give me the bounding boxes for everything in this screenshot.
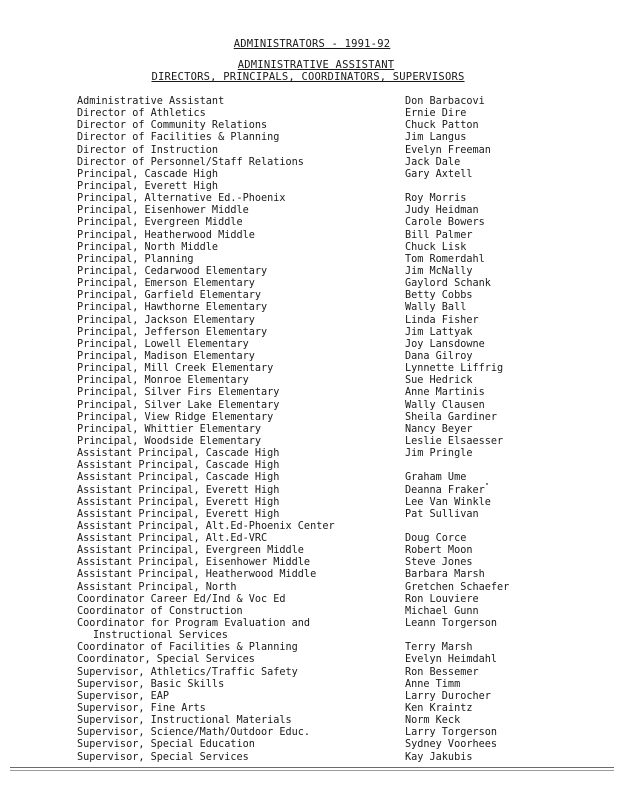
position-title xyxy=(77,290,261,302)
position-title xyxy=(77,606,243,618)
position-title-line: Supervisor, Special Services xyxy=(77,751,249,763)
administrator-name: Sheila Gardiner xyxy=(405,411,498,423)
list-row xyxy=(77,351,537,363)
administrator-name: Nancy Beyer xyxy=(405,423,473,435)
list-row xyxy=(77,315,537,327)
position-title xyxy=(77,582,236,594)
administrator-name: Kay Jakubis xyxy=(405,751,473,763)
administrator-name: Lee Van Winkle xyxy=(405,496,491,508)
position-title-line: Principal, Silver Firs Elementary xyxy=(77,387,280,399)
position-title-line: Assistant Principal, North xyxy=(77,581,237,593)
administrator-name: Wally Clausen xyxy=(405,399,485,411)
position-title xyxy=(77,217,243,229)
position-title-line: Supervisor, EAP xyxy=(77,690,170,702)
list-row xyxy=(77,230,537,242)
position-title-line: Principal, Alternative Ed.-Phoenix xyxy=(77,193,286,205)
administrator-name: Jack Dale xyxy=(405,156,461,168)
list-row xyxy=(77,667,537,679)
position-title xyxy=(77,400,279,412)
administrator-name: Dana Gilroy xyxy=(405,350,473,362)
position-title-line: Principal, Evergreen Middle xyxy=(77,217,243,229)
administrator-name: Chuck Patton xyxy=(405,120,479,132)
position-title-line: Principal, Everett High xyxy=(77,180,219,192)
position-title xyxy=(77,509,279,521)
section-heading: ADMINISTRATIVE ASSISTANT xyxy=(237,59,395,71)
list-row xyxy=(77,582,537,594)
position-title xyxy=(77,679,224,691)
subsection-heading: DIRECTORS, PRINCIPALS, COORDINATORS, SUPERVISORS xyxy=(151,71,465,83)
page-bottom-rule xyxy=(10,767,614,768)
administrator-name: Jim Langus xyxy=(405,132,467,144)
list-row xyxy=(77,145,537,157)
position-title xyxy=(77,472,279,484)
administrator-name: Wally Ball xyxy=(405,302,467,314)
position-title-line: Assistant Principal, Eisenhower Middle xyxy=(77,557,311,569)
position-title xyxy=(77,460,279,472)
position-title-line: Principal, Mill Creek Elementary xyxy=(77,363,274,375)
list-row xyxy=(77,290,537,302)
position-title xyxy=(77,618,310,642)
position-title xyxy=(77,545,304,557)
position-title xyxy=(77,157,304,169)
position-title xyxy=(77,96,224,108)
position-title xyxy=(77,302,267,314)
position-title xyxy=(77,230,255,242)
list-row xyxy=(77,120,537,132)
position-title xyxy=(77,752,249,764)
position-title xyxy=(77,363,273,375)
position-title-line: Principal, Heatherwood Middle xyxy=(77,229,255,241)
administrator-name: Joy Lansdowne xyxy=(405,338,485,350)
position-title-line: Assistant Principal, Everett High xyxy=(77,508,280,520)
position-title xyxy=(77,351,255,363)
position-title-line: Assistant Principal, Heatherwood Middle xyxy=(77,569,317,581)
page-bottom-rule-shadow xyxy=(10,770,614,771)
list-row xyxy=(77,181,537,193)
position-title xyxy=(77,375,249,387)
administrator-name: Jim Lattyak xyxy=(405,326,473,338)
list-row xyxy=(77,339,537,351)
administrator-name: Betty Cobbs xyxy=(405,290,473,302)
list-row xyxy=(77,242,537,254)
list-row xyxy=(77,169,537,181)
list-row xyxy=(77,618,537,642)
administrator-name: Anne Martinis xyxy=(405,387,485,399)
position-title-line: Supervisor, Fine Arts xyxy=(77,703,206,715)
position-title xyxy=(77,132,279,144)
administrator-name: Judy Heidman xyxy=(405,205,479,217)
position-title-line: Principal, Garfield Elementary xyxy=(77,290,262,302)
position-title xyxy=(77,569,316,581)
list-row xyxy=(77,327,537,339)
position-title-line: Assistant Principal, Alt.Ed-Phoenix Center xyxy=(77,520,335,532)
list-row xyxy=(77,278,537,290)
list-row xyxy=(77,217,537,229)
position-title xyxy=(77,642,298,654)
position-title-line: Assistant Principal, Evergreen Middle xyxy=(77,545,304,557)
list-row xyxy=(77,363,537,375)
administrator-name: Gaylord Schank xyxy=(405,278,491,290)
administrator-name: Bill Palmer xyxy=(405,229,473,241)
administrator-name: Ken Kraintz xyxy=(405,703,473,715)
position-title-line: Principal, Monroe Elementary xyxy=(77,375,249,387)
position-title xyxy=(77,533,267,545)
administrator-name: Leann Torgerson xyxy=(405,618,498,630)
list-row xyxy=(77,715,537,727)
position-title-line: Supervisor, Special Education xyxy=(77,739,255,751)
administrator-name: Deanna Fraker xyxy=(405,484,485,496)
position-title xyxy=(77,667,298,679)
list-row xyxy=(77,557,537,569)
position-title-line: Principal, View Ridge Elementary xyxy=(77,411,274,423)
administrator-name: Jim Pringle xyxy=(405,448,473,460)
position-title-continuation: Instructional Services xyxy=(93,630,228,642)
administrator-list xyxy=(77,96,537,764)
position-title-line: Coordinator, Special Services xyxy=(77,654,255,666)
list-row xyxy=(77,460,537,472)
list-row xyxy=(77,108,537,120)
position-title-line: Supervisor, Athletics/Traffic Safety xyxy=(77,666,298,678)
position-title xyxy=(77,521,335,533)
position-title-line: Assistant Principal, Cascade High xyxy=(77,460,280,472)
administrator-name: Gary Axtell xyxy=(405,168,473,180)
administrator-name: Chuck Lisk xyxy=(405,241,467,253)
list-row xyxy=(77,302,537,314)
administrator-name: Tom Romerdahl xyxy=(405,253,485,265)
list-row xyxy=(77,400,537,412)
position-title-line: Assistant Principal, Alt.Ed-VRC xyxy=(77,533,268,545)
list-row xyxy=(77,739,537,751)
scan-speck xyxy=(486,483,488,485)
position-title xyxy=(77,205,249,217)
list-row xyxy=(77,157,537,169)
position-title-line: Coordinator for Program Evaluation and xyxy=(77,618,311,630)
administrator-name: Don Barbacovi xyxy=(405,96,485,107)
administrator-name: Barbara Marsh xyxy=(405,569,485,581)
administrator-name: Evelyn Freeman xyxy=(405,144,491,156)
list-row xyxy=(77,387,537,399)
administrator-name: Graham Ume xyxy=(405,472,467,484)
position-title xyxy=(77,120,267,132)
administrator-name: Gretchen Schaefer xyxy=(405,581,510,593)
position-title xyxy=(77,654,255,666)
position-title-line: Assistant Principal, Cascade High xyxy=(77,448,280,460)
administrator-name: Pat Sullivan xyxy=(405,508,479,520)
list-row xyxy=(77,642,537,654)
position-title-line: Principal, Lowell Elementary xyxy=(77,338,249,350)
position-title-line: Director of Community Relations xyxy=(77,120,268,132)
list-row xyxy=(77,691,537,703)
administrator-name: Steve Jones xyxy=(405,557,473,569)
administrator-name: Robert Moon xyxy=(405,545,473,557)
list-row xyxy=(77,703,537,715)
position-title xyxy=(77,424,261,436)
list-row xyxy=(77,266,537,278)
position-title xyxy=(77,315,255,327)
position-title-line: Principal, Jackson Elementary xyxy=(77,314,255,326)
administrator-name: Evelyn Heimdahl xyxy=(405,654,498,666)
position-title-line: Principal, Cedarwood Elementary xyxy=(77,265,268,277)
position-title-line: Principal, Eisenhower Middle xyxy=(77,205,249,217)
list-row xyxy=(77,594,537,606)
list-row xyxy=(77,132,537,144)
list-row xyxy=(77,193,537,205)
position-title-line: Supervisor, Basic Skills xyxy=(77,678,225,690)
administrator-name: Terry Marsh xyxy=(405,642,473,654)
administrator-name: Doug Corce xyxy=(405,533,467,545)
administrator-name: Ernie Dire xyxy=(405,108,467,120)
position-title-line: Administrative Assistant xyxy=(77,96,225,107)
position-title-line: Assistant Principal, Everett High xyxy=(77,496,280,508)
list-row xyxy=(77,497,537,509)
position-title xyxy=(77,242,218,254)
position-title xyxy=(77,448,279,460)
position-title-line: Director of Personnel/Staff Relations xyxy=(77,156,304,168)
list-row xyxy=(77,472,537,484)
position-title-line: Coordinator of Construction xyxy=(77,605,243,617)
administrator-name: Anne Timm xyxy=(405,678,461,690)
position-title-line: Principal, Jefferson Elementary xyxy=(77,326,268,338)
position-title xyxy=(77,739,255,751)
position-title xyxy=(77,266,267,278)
position-title-line: Director of Athletics xyxy=(77,108,206,120)
administrator-name: Sue Hedrick xyxy=(405,375,473,387)
position-title-line: Principal, North Middle xyxy=(77,241,219,253)
position-title xyxy=(77,436,261,448)
position-title xyxy=(77,193,286,205)
administrator-name: Ron Louviere xyxy=(405,593,479,605)
list-row xyxy=(77,569,537,581)
administrator-name: Linda Fisher xyxy=(405,314,479,326)
document-title: ADMINISTRATORS - 1991-92 xyxy=(233,38,391,50)
list-row xyxy=(77,606,537,618)
position-title xyxy=(77,412,273,424)
position-title-line: Assistant Principal, Everett High xyxy=(77,484,280,496)
administrator-name: Larry Durocher xyxy=(405,690,491,702)
position-title xyxy=(77,339,249,351)
position-title-line: Principal, Madison Elementary xyxy=(77,350,255,362)
administrator-name: Carole Bowers xyxy=(405,217,485,229)
position-title-line: Director of Facilities & Planning xyxy=(77,132,280,144)
list-row xyxy=(77,545,537,557)
position-title-line: Principal, Hawthorne Elementary xyxy=(77,302,268,314)
position-title xyxy=(77,715,292,727)
position-title-line: Principal, Woodside Elementary xyxy=(77,435,262,447)
position-title xyxy=(77,691,169,703)
position-title xyxy=(77,327,267,339)
administrator-name: Norm Keck xyxy=(405,715,461,727)
list-row xyxy=(77,424,537,436)
administrator-name: Michael Gunn xyxy=(405,605,479,617)
administrator-name: Lynnette Liffrig xyxy=(405,363,504,375)
position-title xyxy=(77,278,255,290)
position-title xyxy=(77,181,218,193)
position-title-line: Supervisor, Instructional Materials xyxy=(77,715,292,727)
list-row xyxy=(77,436,537,448)
position-title-line: Principal, Cascade High xyxy=(77,168,219,180)
list-row xyxy=(77,509,537,521)
list-row xyxy=(77,533,537,545)
position-title xyxy=(77,145,218,157)
list-row xyxy=(77,654,537,666)
list-row xyxy=(77,448,537,460)
administrator-name: Leslie Elsaesser xyxy=(405,435,504,447)
position-title-line: Principal, Whittier Elementary xyxy=(77,423,262,435)
position-title xyxy=(77,727,310,739)
position-title xyxy=(77,387,279,399)
list-row xyxy=(77,521,537,533)
administrator-name: Sydney Voorhees xyxy=(405,739,498,751)
position-title xyxy=(77,169,218,181)
position-title-line: Coordinator Career Ed/Ind & Voc Ed xyxy=(77,593,286,605)
list-row xyxy=(77,752,537,764)
position-title-line: Coordinator of Facilities & Planning xyxy=(77,642,298,654)
position-title-line: Principal, Silver Lake Elementary xyxy=(77,399,280,411)
position-title xyxy=(77,108,206,120)
position-title-line: Principal, Planning xyxy=(77,253,194,265)
list-row xyxy=(77,96,537,108)
list-row xyxy=(77,205,537,217)
position-title xyxy=(77,485,279,497)
list-row xyxy=(77,679,537,691)
position-title xyxy=(77,557,310,569)
position-title xyxy=(77,254,194,266)
administrator-name: Larry Torgerson xyxy=(405,727,498,739)
position-title xyxy=(77,497,279,509)
administrator-name: Ron Bessemer xyxy=(405,666,479,678)
list-row xyxy=(77,375,537,387)
position-title-line: Supervisor, Science/Math/Outdoor Educ. xyxy=(77,727,311,739)
administrator-name: Jim McNally xyxy=(405,265,473,277)
position-title-line: Principal, Emerson Elementary xyxy=(77,278,255,290)
position-title-line: Assistant Principal, Cascade High xyxy=(77,472,280,484)
list-row xyxy=(77,254,537,266)
position-title-line: Director of Instruction xyxy=(77,144,219,156)
list-row xyxy=(77,412,537,424)
list-row xyxy=(77,485,537,497)
position-title xyxy=(77,703,206,715)
position-title xyxy=(77,594,286,606)
administrator-name: Roy Morris xyxy=(405,193,467,205)
list-row xyxy=(77,727,537,739)
